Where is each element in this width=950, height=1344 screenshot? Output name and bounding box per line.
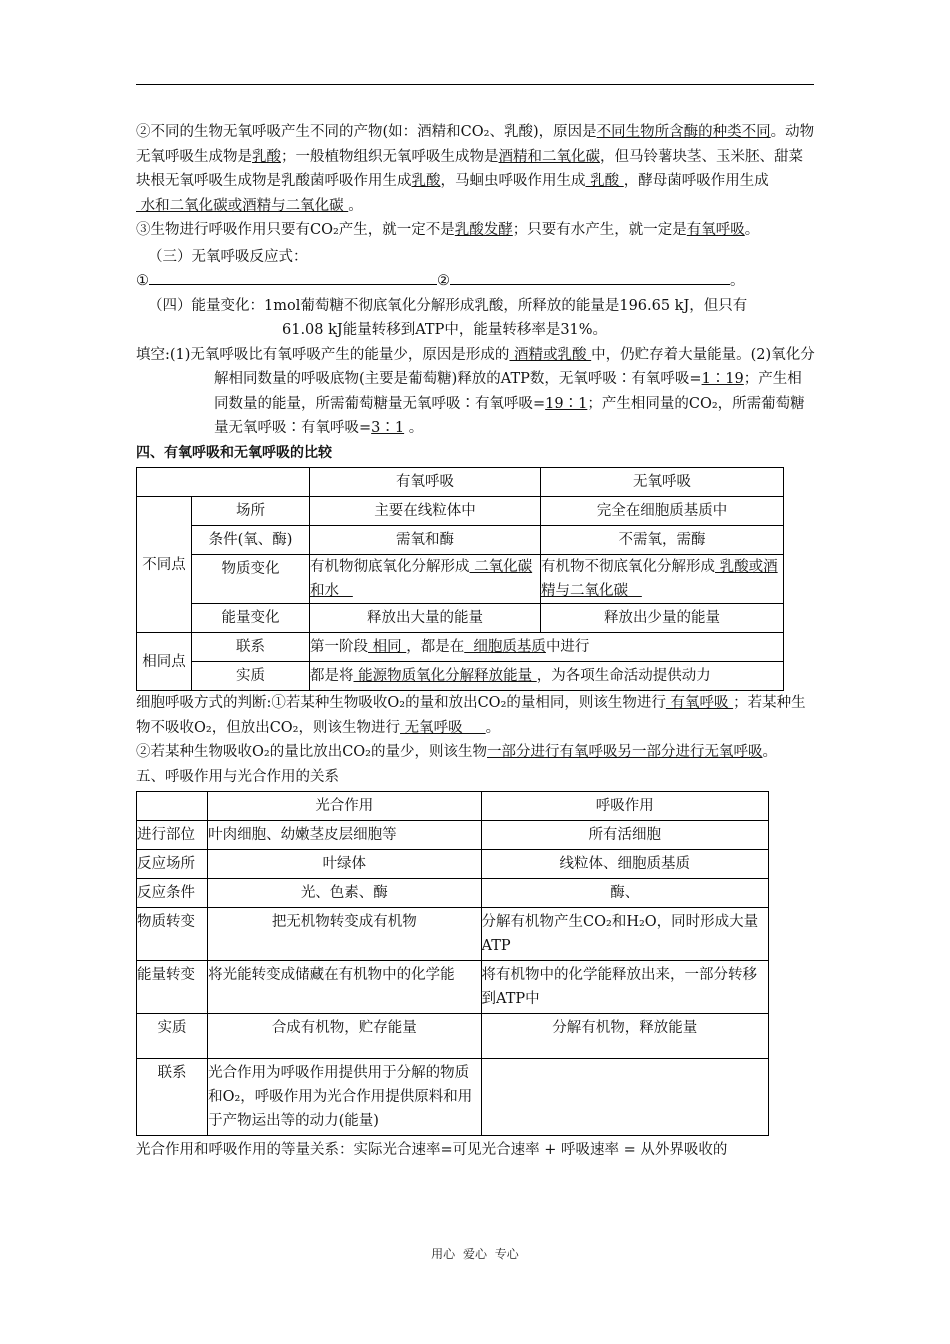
row-label: 反应条件 (137, 879, 208, 908)
table-row (137, 555, 784, 604)
text: 。 (348, 197, 363, 214)
table-row (137, 1059, 769, 1136)
text: ；产生相同数量的能量，所需葡萄糖量无氧呼吸∶有氧呼吸= (214, 371, 802, 412)
table-cell: 所有活细胞 (481, 821, 768, 850)
text: ；若某种生物不吸收O₂，但放出CO₂，则该生物进行 (136, 695, 806, 736)
row-label: 实质 (137, 1014, 208, 1059)
table-cell: 主要在线粒体中 (310, 497, 541, 526)
judgement-paragraph-2 (136, 740, 816, 765)
text: ，为各项生命活动提供动力 (536, 668, 711, 684)
row-label: 物质变化 (192, 555, 310, 604)
table-cell: 光、色素、酶 (208, 879, 481, 908)
equation-blanks (136, 269, 816, 294)
equation-blank-1 (149, 270, 437, 285)
answer-blank: 无氧呼吸 (400, 719, 486, 736)
header-rule (136, 84, 814, 85)
row-label: 物质转变 (137, 908, 208, 961)
text: 有机物彻底氧化分解形成 (310, 559, 470, 575)
answer-blank: 能源物质氧化分解释放能量 (353, 668, 537, 684)
row-label: 联系 (137, 1059, 208, 1136)
answer-blank: 不同生物所含酶的种类不同 (596, 124, 771, 140)
text: 细胞呼吸方式的判断:①若某种生物吸收O₂的量和放出CO₂的量相同，则该生物进行 (136, 695, 666, 711)
column-header: 有氧呼吸 (310, 468, 541, 497)
answer-blank: 相同 (368, 639, 407, 655)
table-header-row (137, 468, 784, 497)
table-cell: 把无机物转变成有机物 (208, 908, 481, 961)
text: 有机物不彻底氧化分解形成 (541, 559, 715, 575)
table-row (137, 1014, 769, 1059)
text: ②若某种生物吸收O₂的量比放出CO₂的量少，则该生物 (136, 744, 487, 760)
answer-blank: 细胞质基质 (464, 639, 546, 655)
answer-blank: 有氧呼吸 (686, 222, 745, 238)
table-cell (310, 555, 541, 604)
judgement-paragraph (136, 691, 816, 740)
table-row (137, 850, 769, 879)
row-label: 实质 (192, 662, 310, 691)
text: ；产生相同量的CO₂，所需葡萄糖量无氧呼吸∶有氧呼吸= (214, 395, 805, 436)
text: ，但马铃薯块茎、玉米胚、甜菜块根无氧呼吸生成物是乳酸菌呼吸作用生成 (136, 148, 803, 189)
table-row (137, 879, 769, 908)
text: 。 (744, 222, 760, 238)
table-cell: 需氧和酶 (310, 526, 541, 555)
table-cell (541, 555, 784, 604)
relation-table (136, 791, 769, 1136)
table-row (137, 662, 784, 691)
row-label: 场所 (192, 497, 310, 526)
answer-blank: 乳酸发酵 (454, 222, 513, 238)
text: 。 (762, 744, 777, 760)
answer-blank: 19∶1 (545, 395, 588, 412)
table-cell: 完全在细胞质基质中 (541, 497, 784, 526)
row-group-label: 相同点 (137, 633, 192, 691)
answer-blank: 乳酸 (252, 148, 281, 165)
section-4-line-2: 61.08 kJ能量转移到ATP中，能量转移率是31%。 (282, 322, 608, 338)
row-label: 反应场所 (137, 850, 208, 879)
table-row (137, 633, 784, 662)
final-line: 光合作用和呼吸作用的等量关系：实际光合速率=可见光合速率 + 呼吸速率 = 从外界吸收的 (136, 1142, 728, 1158)
table-row (137, 526, 784, 555)
section-3-title: （三）无氧呼吸反应式： (148, 248, 308, 265)
relation-heading: 五、呼吸作用与光合作用的关系 (136, 768, 339, 785)
row-label: 能量转变 (137, 961, 208, 1014)
table-cell: 叶肉细胞、幼嫩茎皮层细胞等 (208, 821, 481, 850)
table-row (137, 497, 784, 526)
row-label: 进行部位 (137, 821, 208, 850)
table-cell: 合成有机物，贮存能量 (208, 1014, 481, 1059)
table-cell (137, 792, 208, 821)
column-header: 无氧呼吸 (541, 468, 784, 497)
marker: ② (437, 273, 450, 289)
answer-blank: 乳酸 (585, 173, 624, 189)
table-cell (137, 468, 310, 497)
paragraph-co2-water (136, 218, 816, 243)
table-cell (310, 633, 784, 662)
column-header: 呼吸作用 (481, 792, 768, 821)
table-cell: 分解有机物产生CO₂和H₂O，同时形成大量ATP (481, 908, 768, 961)
row-label: 能量变化 (192, 604, 310, 633)
answer-blank: 1∶19 (701, 371, 744, 387)
answer-blank: 3∶1 (371, 420, 405, 436)
table-cell: 叶绿体 (208, 850, 481, 879)
answer-blank: 有氧呼吸 (665, 695, 734, 711)
text: ②不同的生物无氧呼吸产生不同的产物(如：酒精和CO₂、乳酸)，原因是 (136, 124, 597, 140)
table-cell (310, 662, 784, 691)
table-row (137, 961, 769, 1014)
text: 填空:(1)无氧呼吸比有氧呼吸产生的能量少，原因是形成的 (136, 346, 510, 363)
text: 。 (404, 420, 424, 436)
table-cell: 将有机物中的化学能释放出来，一部分转移到ATP中 (481, 961, 768, 1014)
comparison-heading: 四、有氧呼吸和无氧呼吸的比较 (136, 444, 332, 461)
text: 第一阶段 (310, 639, 368, 655)
table-cell: 光合作用为呼吸作用提供用于分解的物质和O₂，呼吸作用为光合作用提供原料和用于产物运出等的动力(能量) (208, 1059, 481, 1136)
answer-blank: 一部分进行有氧呼吸另一部分进行无氧呼吸 (487, 744, 763, 760)
paragraph-products (136, 120, 816, 218)
text: 。 (485, 719, 501, 736)
table-cell (481, 1059, 768, 1136)
row-group-label: 不同点 (137, 497, 192, 633)
text: 都是将 (310, 668, 354, 684)
text: ，酵母菌呼吸作用生成 (623, 173, 769, 189)
table-cell: 释放出大量的能量 (310, 604, 541, 633)
table-row (137, 821, 769, 850)
table-row (137, 908, 769, 961)
answer-blank: 水和二氧化碳或酒精与二氧化碳 (136, 197, 349, 214)
marker: ① (136, 273, 149, 289)
page-footer: 用心 爱心 专心 (431, 1247, 519, 1261)
table-cell: 线粒体、细胞质基质 (481, 850, 768, 879)
text: ，马蛔虫呼吸作用生成 (440, 173, 586, 189)
answer-blank: 乳酸或酒精与二氧化碳 (541, 559, 778, 599)
answer-blank: 二氧化碳和水 (310, 559, 533, 599)
column-header: 光合作用 (208, 792, 481, 821)
answer-blank: 酒精或乳酸 (509, 346, 592, 363)
text: 中，仍贮存着大量能量。(2)氧化分解相同数量的呼吸底物(主要是葡萄糖)释放的ATP数，无氧呼吸∶有氧呼吸= (214, 346, 815, 387)
text: ；一般植物组织无氧呼吸生成物是 (281, 148, 499, 165)
text: ，都是在 (406, 639, 465, 655)
fill-in-paragraph (136, 343, 816, 441)
text: 。 (730, 273, 745, 289)
answer-blank: 乳酸 (411, 173, 441, 189)
section-4-line-1: （四）能量变化：1mol葡萄糖不彻底氧化分解形成乳酸，所释放的能量是196.65 kJ，但只有 (148, 297, 748, 314)
equation-blank-2 (450, 270, 730, 285)
page-content (136, 120, 816, 1163)
table-row (137, 604, 784, 633)
comparison-table (136, 467, 784, 691)
text: 中进行 (545, 639, 590, 655)
table-cell: 分解有机物，释放能量 (481, 1014, 768, 1059)
row-label: 条件(氧、酶) (192, 526, 310, 555)
table-cell: 释放出少量的能量 (541, 604, 784, 633)
text: ③生物进行呼吸作用只要有CO₂产生，就一定不是 (136, 222, 455, 238)
text: 。动物无氧呼吸生成物是 (136, 124, 815, 165)
table-header-row (137, 792, 769, 821)
table-cell: 将光能转变成储藏在有机物中的化学能 (208, 961, 481, 1014)
table-cell: 酶、 (481, 879, 768, 908)
table-cell: 不需氧，需酶 (541, 526, 784, 555)
text: ；只要有水产生，就一定是 (512, 222, 687, 238)
answer-blank: 酒精和二氧化碳 (498, 148, 600, 165)
row-label: 联系 (192, 633, 310, 662)
